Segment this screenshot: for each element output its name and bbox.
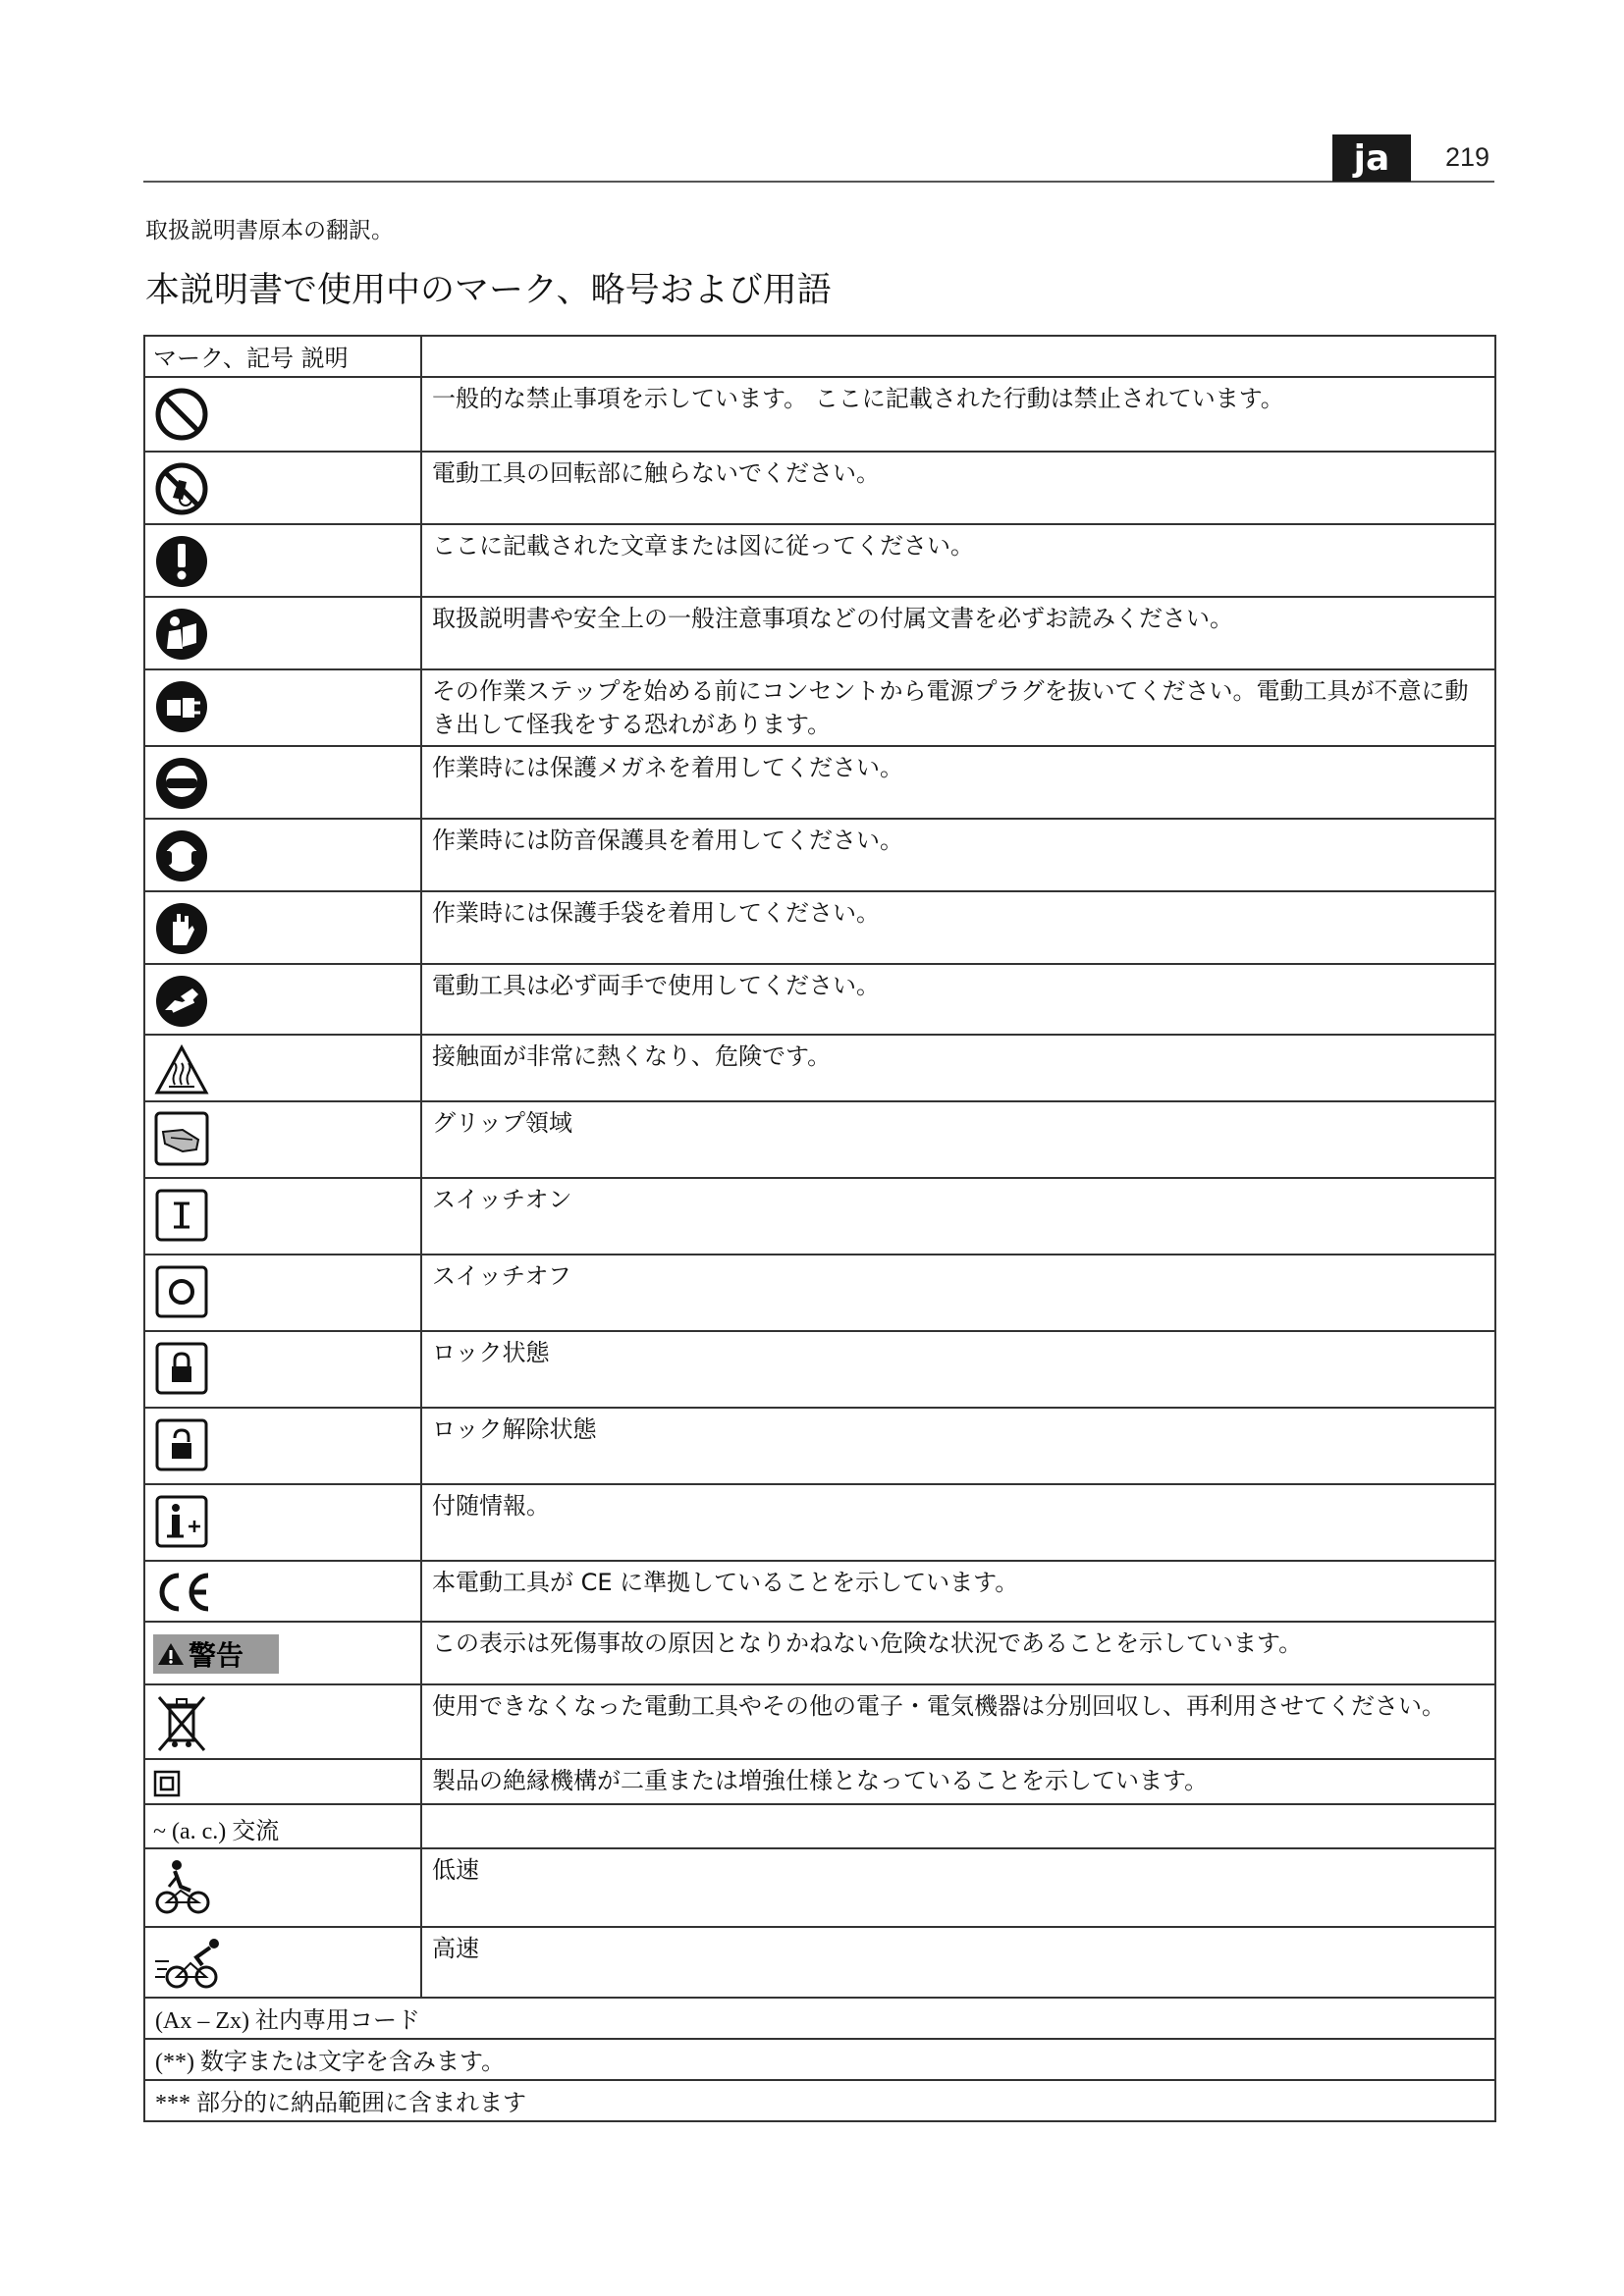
row-text: ロック状態 bbox=[421, 1331, 1495, 1408]
ce-mark-icon bbox=[153, 1570, 214, 1615]
table-row bbox=[144, 597, 1495, 669]
row-text: 作業時には保護手袋を着用してください。 bbox=[421, 891, 1495, 964]
ac-label: ~ (a. c.) 交流 bbox=[144, 1804, 421, 1848]
info-plus-icon bbox=[153, 1493, 210, 1550]
table-row bbox=[144, 819, 1495, 891]
row-text: 高速 bbox=[421, 1927, 1495, 1998]
row-text: ロック解除状態 bbox=[421, 1408, 1495, 1484]
table-row bbox=[144, 524, 1495, 597]
table-row bbox=[144, 891, 1495, 964]
table-row bbox=[144, 1255, 1495, 1331]
row-text: 製品の絶縁機構が二重または増強仕様となっていることを示しています。 bbox=[421, 1759, 1495, 1804]
language-tab: ja bbox=[1332, 134, 1411, 182]
table-row bbox=[144, 2039, 1495, 2080]
table-row bbox=[144, 1101, 1495, 1178]
table-header-col2 bbox=[421, 336, 1495, 377]
table-row bbox=[144, 452, 1495, 524]
protective-gloves-icon bbox=[153, 900, 210, 957]
row-text: 作業時には防音保護具を着用してください。 bbox=[421, 819, 1495, 891]
table-row bbox=[144, 377, 1495, 452]
footer-note: *** 部分的に納品範囲に含まれます bbox=[144, 2080, 1495, 2121]
table-row bbox=[144, 1684, 1495, 1759]
prohibition-icon bbox=[153, 386, 210, 443]
exclamation-icon bbox=[153, 533, 210, 590]
row-text: 付随情報。 bbox=[421, 1484, 1495, 1561]
row-text: 作業時には保護メガネを着用してください。 bbox=[421, 746, 1495, 819]
section-title: 本説明書で使用中のマーク、略号および用語 bbox=[145, 271, 832, 310]
weee-bin-icon bbox=[153, 1693, 210, 1754]
table-row bbox=[144, 1331, 1495, 1408]
row-text: ここに記載された文章または図に従ってください。 bbox=[421, 524, 1495, 597]
warning-label-icon bbox=[153, 1634, 279, 1674]
read-manual-icon bbox=[153, 606, 210, 663]
table-row bbox=[144, 1035, 1495, 1101]
table-row bbox=[144, 1848, 1495, 1927]
footer-note: (**) 数字または文字を含みます。 bbox=[144, 2039, 1495, 2080]
row-text: グリップ領域 bbox=[421, 1101, 1495, 1178]
header-rule bbox=[143, 181, 1494, 183]
row-text: 本電動工具が CE に準拠していることを示しています。 bbox=[421, 1561, 1495, 1622]
switch-off-icon bbox=[153, 1263, 210, 1320]
double-insulation-icon bbox=[153, 1770, 181, 1797]
row-text: スイッチオフ bbox=[421, 1255, 1495, 1331]
warning-triangle-icon bbox=[157, 1641, 185, 1667]
table-row bbox=[144, 2080, 1495, 2121]
symbols-table bbox=[143, 335, 1496, 2122]
table-row bbox=[144, 1561, 1495, 1622]
row-text: 使用できなくなった電動工具やその他の電子・電気機器は分別回収し、再利用させてください。 bbox=[421, 1684, 1495, 1759]
warning-label-text: 警告 bbox=[189, 1639, 244, 1672]
table-header-row bbox=[144, 336, 1495, 377]
table-row bbox=[144, 1622, 1495, 1684]
unplug-icon bbox=[153, 678, 210, 735]
footer-note: (Ax – Zx) 社内専用コード bbox=[144, 1998, 1495, 2039]
row-text: 取扱説明書や安全上の一般注意事項などの付属文書を必ずお読みください。 bbox=[421, 597, 1495, 669]
table-header-col1: マーク、記号 説明 bbox=[144, 336, 421, 377]
row-text: この表示は死傷事故の原因となりかねない危険な状況であることを示しています。 bbox=[421, 1622, 1495, 1684]
slow-cyclist-icon bbox=[153, 1857, 214, 1918]
lock-icon bbox=[153, 1340, 210, 1397]
table-row bbox=[144, 1759, 1495, 1804]
translation-note: 取扱説明書原本の翻訳。 bbox=[145, 218, 394, 243]
row-text: 一般的な禁止事項を示しています。 ここに記載された行動は禁止されています。 bbox=[421, 377, 1495, 452]
two-hands-icon bbox=[153, 973, 210, 1030]
row-text: 電動工具は必ず両手で使用してください。 bbox=[421, 964, 1495, 1035]
no-touch-rotating-parts-icon bbox=[153, 460, 210, 517]
row-text: 低速 bbox=[421, 1848, 1495, 1927]
table-row bbox=[144, 1408, 1495, 1484]
row-text: 接触面が非常に熱くなり、危険です。 bbox=[421, 1035, 1495, 1101]
table-row bbox=[144, 1927, 1495, 1998]
table-row bbox=[144, 1178, 1495, 1255]
grip-area-icon bbox=[153, 1110, 210, 1167]
hot-surface-icon bbox=[153, 1043, 210, 1096]
safety-goggles-icon bbox=[153, 755, 210, 812]
fast-cyclist-icon bbox=[153, 1936, 228, 1993]
ear-protection-icon bbox=[153, 828, 210, 884]
row-text: その作業ステップを始める前にコンセントから電源プラグを抜いてください。電動工具が不意に動き出して怪我をする恐れがあります。 bbox=[421, 669, 1495, 746]
table-row bbox=[144, 964, 1495, 1035]
page-number: 219 bbox=[1445, 142, 1490, 172]
row-text: スイッチオン bbox=[421, 1178, 1495, 1255]
row-text: 電動工具の回転部に触らないでください。 bbox=[421, 452, 1495, 524]
table-row bbox=[144, 1804, 1495, 1848]
table-row bbox=[144, 746, 1495, 819]
switch-on-icon bbox=[153, 1187, 210, 1244]
table-row bbox=[144, 669, 1495, 746]
table-row bbox=[144, 1484, 1495, 1561]
table-row bbox=[144, 1998, 1495, 2039]
unlock-icon bbox=[153, 1416, 210, 1473]
